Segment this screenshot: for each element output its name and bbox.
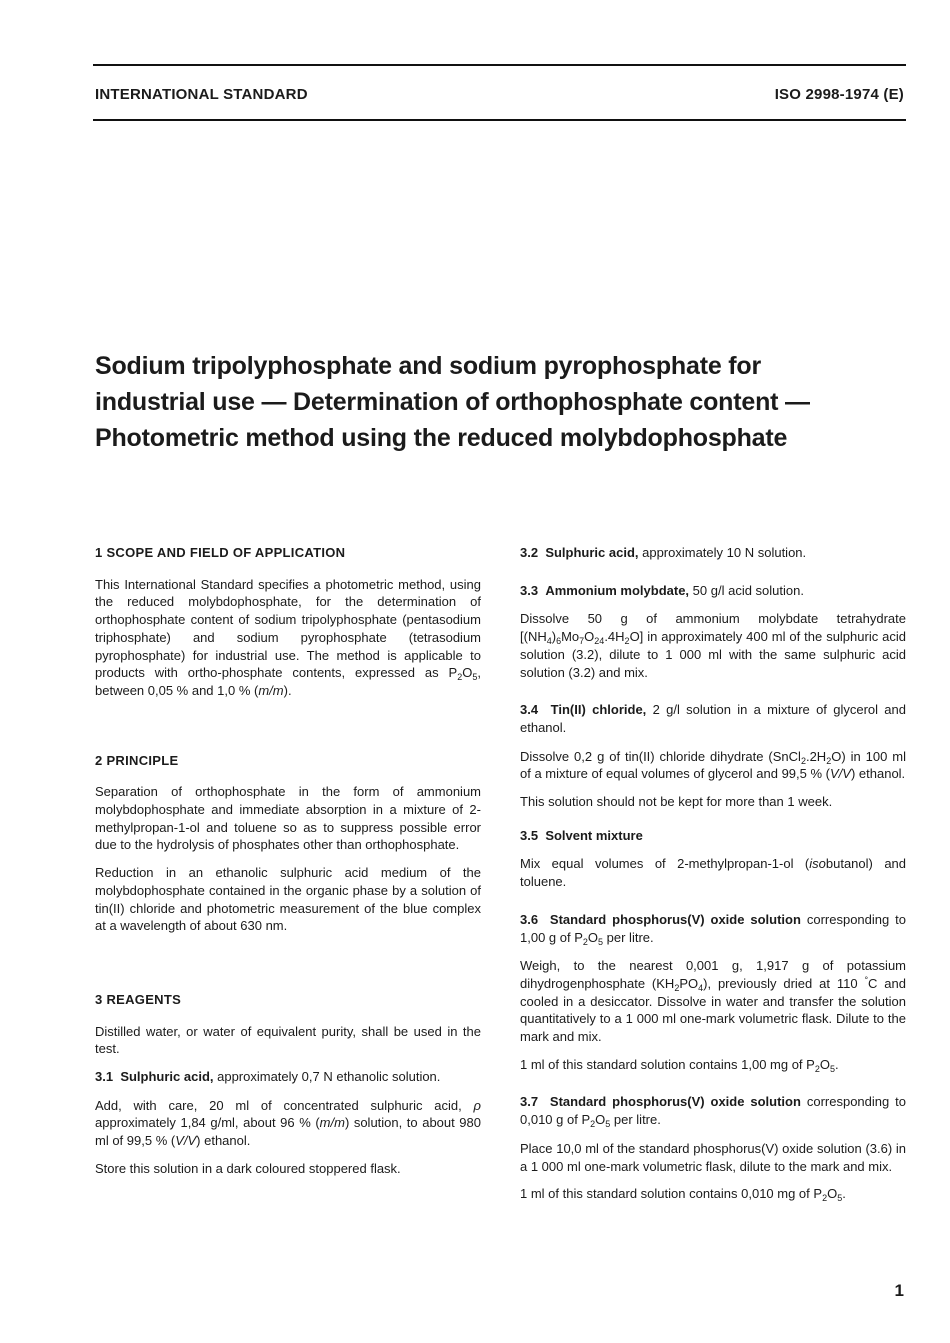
section-1-paragraph: This International Standard specifies a photometric method, using the reduced molybdophosphate, for the determination of orthophosphate content of sodium tripolyphosphate (pentasodium triphosphate) and sodium pyrophosphate (tetrasodium pyrophosphate) for industrial use. The method is applicable to products with ortho-phosphate contents, expressed as $P_2O_5$, between 0,05 % and 1,0 % (m/m).: [95, 576, 481, 698]
section-3-heading: 3 REAGENTS: [95, 991, 182, 1007]
reagent-3-5-heading: 3.5 Solvent mixture: [520, 827, 643, 843]
reagent-3-5-paragraph: Mix equal volumes of 2-methylpropan-1-ol (isobutanol) and toluene.: [520, 856, 907, 890]
section-2-heading: 2 PRINCIPLE: [95, 752, 179, 768]
reagent-3-6-heading: 3.6 Standard phosphorus(V) oxide solution corresponding to 1,00 g of $P_2O_5$ per litre.: [520, 911, 906, 947]
title-line-2: industrial use — Determination of orthophosphate content —: [95, 388, 810, 416]
reagent-3-7-paragraph-2: 1 ml of this standard solution contains 0,010 mg of $P_2O_5$.: [520, 1186, 846, 1204]
header-bottom-rule: [93, 119, 906, 121]
reagent-3-1-heading: 3.1 Sulphuric acid, approximately 0,7 N ethanolic solution.: [95, 1069, 441, 1085]
reagent-3-1-paragraph-1: Add, with care, 20 ml of concentrated sulphuric acid, ρ approximately 1,84 g/ml, about 96 % (m/m) solution, to about 980 ml of 99,5 % (V/V) ethanol.: [95, 1097, 481, 1149]
reagent-3-3-paragraph: Dissolve 50 g of ammonium molybdate tetrahydrate $[(NH_4)_6Mo_7O_{24}.4H_2O]$ in approximately 400 ml of the sulphuric acid solution (3.2), dilute to 1 000 ml with the same sulphuric acid solution (3.2) and mix.: [520, 611, 906, 680]
reagent-3-4-paragraph-1: Dissolve 0,2 g of tin(II) chloride dihydrate $(SnCl_2.2H_2O)$ in 100 ml of a mixture of equal volumes of glycerol and 99,5 % (V/V) ethanol.: [520, 748, 906, 782]
reagent-3-2-heading: 3.2 Sulphuric acid, approximately 10 N solution.: [520, 545, 807, 560]
reagent-3-7-heading: 3.7 Standard phosphorus(V) oxide solution corresponding to 0,010 g of $P_2O_5$ per litre.: [520, 1094, 906, 1130]
header-standard-number: ISO 2998-1974 (E): [774, 86, 904, 103]
section-2-paragraph-1: Separation of orthophosphate in the form of ammonium molybdophosphate and immediate absorption in a mixture of 2-methylpropan-1-ol and toluene so as to suppress possible error due to the hydrolysis of phosphates other than orthophosphate.: [95, 784, 481, 853]
header-top-rule: [93, 64, 906, 66]
right-column: [520, 544, 906, 1213]
section-2-paragraph-2: Reduction in an ethanolic sulphuric acid medium of the molybdophosphate contained in the organic phase by a solution of tin(II) chloride and photometric measurement of the blue complex at a wavelength of about 630 nm.: [95, 865, 481, 934]
section-1-heading: 1 SCOPE AND FIELD OF APPLICATION: [95, 545, 346, 560]
header-standard-type: INTERNATIONAL STANDARD: [95, 86, 308, 103]
left-column: [95, 544, 481, 1188]
document-title: [95, 348, 915, 456]
reagent-3-4-paragraph-2: This solution should not be kept for more than 1 week.: [520, 794, 833, 810]
title-line-1: Sodium tripolyphosphate and sodium pyrophosphate for: [95, 352, 762, 380]
reagent-3-6-paragraph-2: 1 ml of this standard solution contains 1,00 mg of $P_2O_5$.: [520, 1056, 839, 1074]
page-number: 1: [894, 1281, 904, 1300]
section-3-paragraph: Distilled water, or water of equivalent purity, shall be used in the test.: [95, 1023, 481, 1057]
reagent-3-3-heading: 3.3 Ammonium molybdate, 50 g/l acid solution.: [520, 582, 804, 598]
reagent-3-6-paragraph-1: Weigh, to the nearest 0,001 g, 1,917 g of potassium dihydrogenphosphate $(KH_2PO_4)$, previously dried at 110 °C and cooled in a desiccator. Dissolve in water and transfer the solution quantitatively to a 1 000 ml one-mark volumetric flask. Dilute to the mark and mix.: [520, 958, 906, 1045]
reagent-3-7-paragraph-1: Place 10,0 ml of the standard phosphorus(V) oxide solution (3.6) in a 1 000 ml one-mark volumetric flask, dilute to the mark and mix.: [520, 1140, 906, 1174]
reagent-3-1-paragraph-2: Store this solution in a dark coloured stoppered flask.: [95, 1160, 401, 1176]
reagent-3-4-heading: 3.4 Tin(II) chloride, 2 g/l solution in a mixture of glycerol and ethanol.: [520, 702, 906, 735]
title-line-3: Photometric method using the reduced molybdophosphate: [95, 424, 788, 452]
